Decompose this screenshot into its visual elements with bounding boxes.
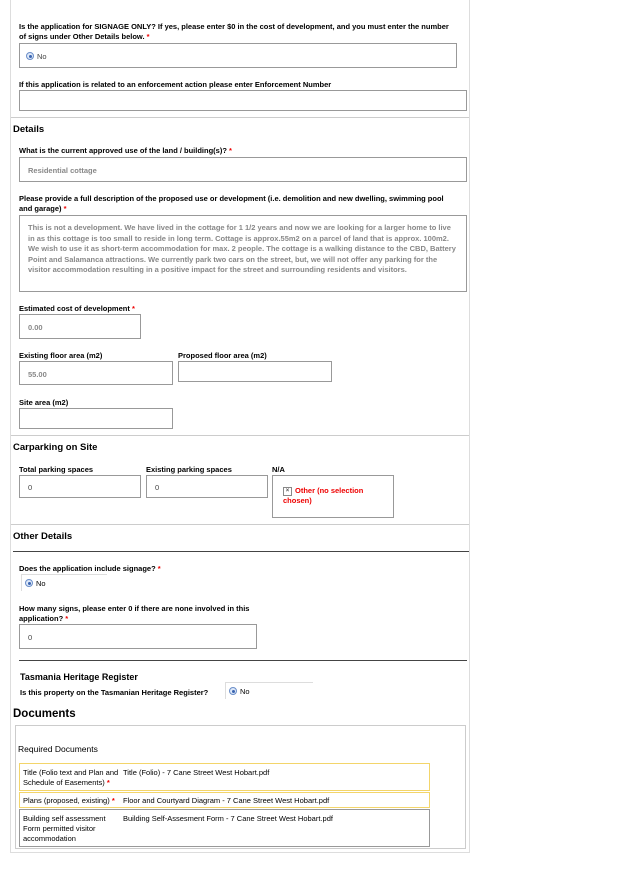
site-area-input[interactable] [19,408,173,429]
heritage-heading: Tasmania Heritage Register [20,672,138,682]
document-file-link[interactable]: Building Self-Assesment Form - 7 Cane Street West Hobart.pdf [123,814,333,823]
total-parking-label: Total parking spaces [19,465,94,474]
existing-floor-label: Existing floor area (m2) [19,351,103,360]
proposed-floor-input[interactable] [178,361,332,382]
description-textarea[interactable]: This is not a development. We have lived in the cottage for 1 1/2 years and now we are looking for a larger home to live in as this cottage is too small to reside in long term. Cottage is approx.55m2 on a parcel of land that is approx. 100m2. We wish to use it as short-term accommodation for max. 2 people. The cottage is a walking distance to the CBD, Battery Point and Salamanca attractions. We currently park two cars on the street, but, we will not offer any parking for the visitor accommodation resulting in a positive impact for the street and surrounding residents and visitors. [19,215,467,292]
divider [11,435,469,436]
enforcement-input[interactable] [19,90,467,111]
na-select[interactable] [272,475,394,518]
site-area-label: Site area (m2) [19,398,69,407]
heritage-value: No [240,687,250,696]
document-row[interactable] [19,809,430,847]
total-parking-input[interactable]: 0 [19,475,141,498]
existing-floor-input[interactable]: 55.00 [19,361,173,385]
radio-selected-icon[interactable] [26,52,34,60]
radio-selected-icon[interactable] [25,579,33,587]
divider [11,117,469,118]
documents-heading: Documents [13,708,76,720]
signage-only-question: Is the application for SIGNAGE ONLY? If yes, please enter $0 in the cost of development, and you must enter the number of signs under Other Details below. * [19,22,449,41]
na-value: Other (no selection chosen) [283,486,364,505]
checkbox-icon[interactable]: × [283,487,292,496]
documents-panel [15,725,466,849]
signage-label: Does the application include signage? * [19,564,161,573]
signage-only-radio-group[interactable] [19,43,457,68]
document-label: Plans (proposed, existing) * [23,796,115,805]
application-form [10,0,470,853]
required-documents-subheading: Required Documents [18,744,98,754]
existing-parking-label: Existing parking spaces [146,465,232,474]
cost-input[interactable]: 0.00 [19,314,141,339]
document-row[interactable] [19,763,430,791]
signs-count-label: How many signs, please enter 0 if there are none involved in this application? * [19,604,250,623]
signs-count-input[interactable]: 0 [19,624,257,649]
document-label: Building self assessment Form permitted visitor accommodation [23,814,106,843]
na-label: N/A [272,465,285,474]
carparking-heading: Carparking on Site [13,442,98,453]
heritage-label: Is this property on the Tasmanian Heritage Register? [20,688,209,697]
section-rule [13,551,469,552]
details-heading: Details [13,124,45,135]
proposed-floor-label: Proposed floor area (m2) [178,351,267,360]
existing-parking-input[interactable]: 0 [146,475,268,498]
current-use-input[interactable]: Residential cottage [19,157,467,182]
document-file-link[interactable]: Title (Folio) - 7 Cane Street West Hobart.pdf [123,768,270,777]
other-details-heading: Other Details [13,531,73,542]
section-rule [19,660,467,661]
signage-radio-group[interactable] [21,574,107,591]
divider [11,524,469,525]
radio-selected-icon[interactable] [229,687,237,695]
document-label: Title (Folio text and Plan and Schedule of Easements) * [23,768,119,787]
enforcement-label: If this application is related to an enforcement action please enter Enforcement Number [19,80,332,89]
heritage-radio-group[interactable] [225,682,313,699]
current-use-label: What is the current approved use of the land / building(s)? * [19,146,232,155]
signage-only-value: No [37,52,47,61]
signage-value: No [36,579,46,588]
cost-label: Estimated cost of development * [19,304,135,313]
document-file-link[interactable]: Floor and Courtyard Diagram - 7 Cane Street West Hobart.pdf [123,796,330,805]
description-label: Please provide a full description of the proposed use or development (i.e. demolition and new dwelling, swimming pool and garage) * [19,194,444,213]
document-row[interactable] [19,792,430,808]
